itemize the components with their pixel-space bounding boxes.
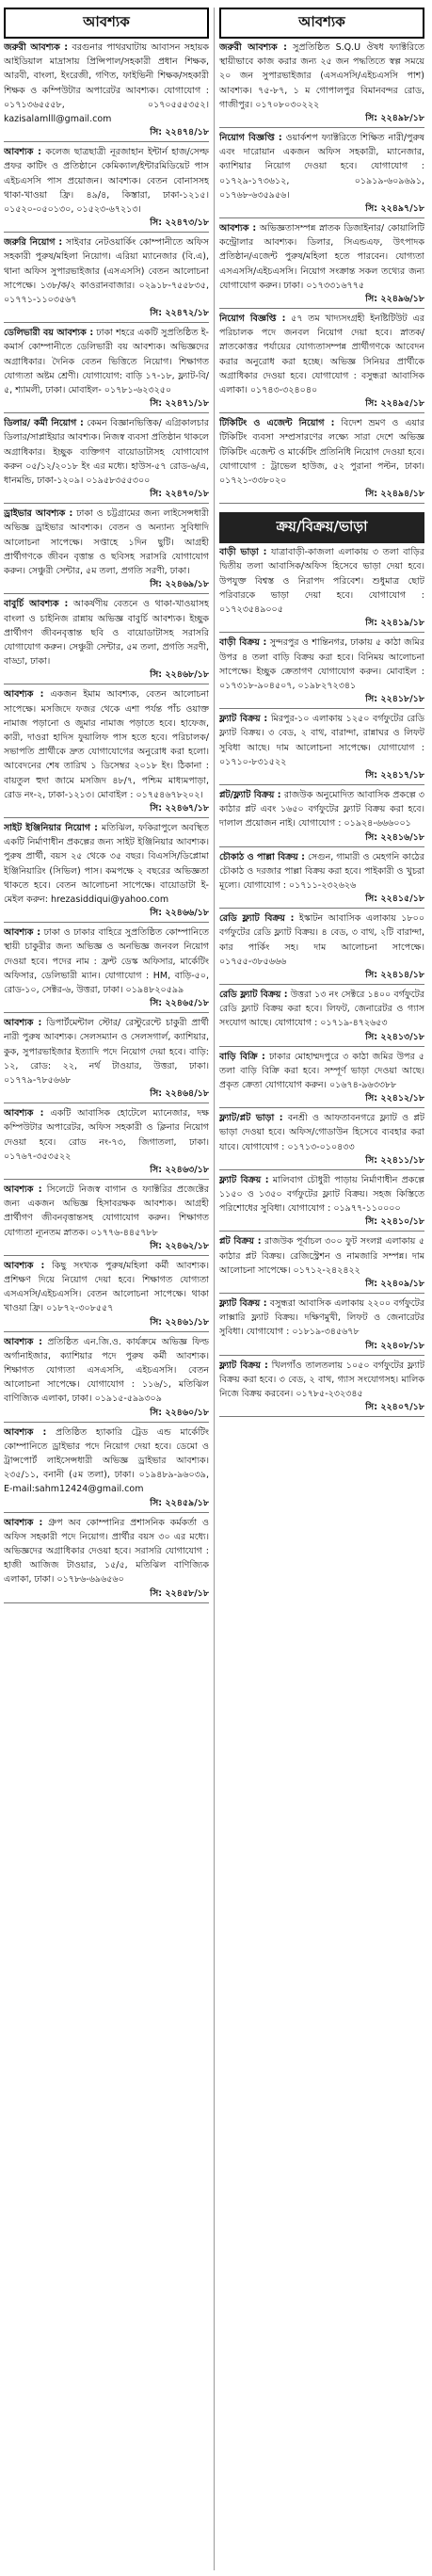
ad-body: মালিবাগ চৌধুরী পাড়ায় নির্মাণাধীন প্রকল্পে ১১৫০ ও ১৩৫০ বর্গফুটের ফ্ল্যাট বিক্রয়। সহজ কিস্তিতে পরিশোধের সুবিধা। যোগাযোগ : ০১৯৭৭-১১০০০০ [219, 1174, 424, 1215]
ad-heading: টিকিটিং ও এজেন্ট নিয়োগ : [219, 418, 335, 429]
ad-code: সি: ২২৪১১/১৮ [219, 1154, 424, 1170]
ad-heading: আবশ্যক : [4, 147, 41, 158]
right-column [219, 8, 424, 2570]
ad-heading: আবশ্যক : [4, 1336, 42, 1347]
ad-body: রাজউক অনুমোদিত আবাসিক প্রকল্পে ৩ কাঠার প্লট এবং ১৬৫০ বর্গফুটের ফ্ল্যাট বিক্রয় করা হবে। দালাল প্রয়োজন নাই। যোগাযোগ : ০১৯২৪-৬৬৬০০১ [219, 789, 424, 829]
ad-body: সেগুন, গামারী ও মেহগনি কাঠের চৌকাঠ ও দরজার পাল্লা বিক্রয় করা হবে। পাইকারী ও খুচরা মূল্যে। যোগাযোগ : ০১৭১১-২৩২৬২৬ [219, 851, 424, 891]
ad-body: ঢাকা শহরে একটি সুপ্রতিষ্ঠিত ই-কমার্স কোম্পানীতে ডেলিভারী বয় আবশ্যক। অভিজ্ঞদের অগ্রাধিকার। দৈনিক বেতন ভিত্তিতে নিয়োগ। শিক্ষাগত যোগ্যতা অষ্টম শ্রেণী। যোগাযোগ: বাড়ি ১৭-১৮, ফ্ল্যাট-বি/৫, শ্যামলী, ঢাকা। মোবাইল- ০১৭৮১-৬২৩২৫০ [4, 328, 209, 396]
section-gap [219, 505, 424, 512]
ad-code: সি: ২২৪৬৫/১৮ [4, 997, 209, 1013]
ad-code: সি: ২২৪৬৭/১৮ [4, 802, 209, 818]
ad-code: সি: ২২৪৬৮/১৮ [4, 668, 209, 684]
ad-heading: ফ্ল্যাট বিক্রয় : [219, 1174, 269, 1185]
section-header-buy-sell-rent: ক্রয়/বিক্রয়/ভাড়া [219, 512, 424, 543]
ad-code: সি: ২২৪০৮/১৮ [219, 1340, 424, 1356]
classified-ad [4, 1514, 209, 1604]
classified-ad [219, 129, 424, 219]
ad-code: সি: ২২৪১৭/১৮ [219, 769, 424, 785]
column-divider [214, 8, 215, 2570]
ad-heading: ফ্ল্যাট/প্লট ভাড়া : [219, 1113, 283, 1124]
ad-heading: আবশ্যক : [4, 1260, 45, 1271]
classified-ad [219, 543, 424, 634]
classified-ad [4, 143, 209, 233]
classified-ad [219, 414, 424, 505]
ad-body: গ্রুপ অব কোম্পানির প্রশাসনিক কর্মকর্তা ও অফিস সহকারী পদে নিয়োগ। প্রার্থীর বয়স ৩০ এর মধ্যে। অভিজ্ঞদের অগ্রাধিকার দেওয়া হবে। সরাসরি যোগাযোগ : হাজী আজিজ টাওয়ার, ১৫/৫, মতিঝিল বাণিজ্যিক এলাকা, ঢাকা। ০১৭৮৬-৬৯৬৫৬০ [4, 1517, 209, 1586]
classified-ad [4, 685, 209, 819]
ad-heading: নিয়োগ বিজ্ঞপ্তি : [219, 314, 286, 325]
ad-code: সি: ২২৪১৯/১৮ [219, 617, 424, 633]
ad-body: ঢাকা ও চট্টগ্রামের জন্য লাইসেন্সধারী অভিজ্ঞ ড্রাইভার আবশ্যক। বেতন ও অন্যান্য সুবিধাদি আলোচনা সাপেক্ষে। সপ্তাহে ১দিন ছুটি। আগ্রহী প্রার্থীগণকে জীবন বৃত্তান্ত ও ছবিসহ সরাসরি যোগাযোগ করুন। সেঞ্চুরী সেন্টার, ৫ম তলা, প্রগতি সরণী, ঢাকা। [4, 508, 209, 577]
classified-ad [219, 1109, 424, 1171]
classified-ad [219, 848, 424, 910]
ad-heading: ফ্ল্যাট বিক্রয় : [219, 1298, 267, 1309]
ad-code: সি: ২২৪৯৬/১৮ [219, 293, 424, 309]
ad-heading: আবশ্যক : [4, 1018, 42, 1029]
classified-ad [4, 1257, 209, 1333]
ad-heading: বাড়ী বিক্রয় : [219, 637, 267, 649]
ad-body: আকর্ষণীয় বেতনে ও থাকা-খাওয়াসহ বাংলা ও চাইনিজ রান্নায় অভিজ্ঞ বাবুর্চি আবশ্যক। ইচ্ছুক প্রার্থীগণ জীবনবৃত্তান্ত ছবি ও বায়োডাটাসহ সরাসরি যোগাযোগ করুন। সেঞ্চুরী সেন্টার, ৫ম তলা, প্রগতি সরণী, বাড্ডা, ঢাকা। [4, 599, 209, 668]
ad-heading: ডেলিভারী বয় আবশ্যক : [4, 328, 94, 339]
ad-body: ঢাকা ও ঢাকার বাহিরে সুপ্রতিষ্ঠিত কোম্পানিতে স্থায়ী চাকুরীর জন্য অভিজ্ঞ ও অনভিজ্ঞ জনবল নিয়োগ দেওয়া হবে। পদের নাম : ফ্রন্ট ডেস্ক অফিসার, মার্কেটিং অফিসার, ডেলিভারী ম্যান। যোগাযোগ : HM, বাড়ি-৫০, রোড-১০, সেক্টর-৬, উত্তরা, ঢাকা। ০১৯৪৮২০৫৯৯ [4, 927, 209, 995]
ad-code: সি: ২২৪১৬/১৮ [219, 831, 424, 847]
classified-ad [4, 505, 209, 595]
ad-heading: রেডি ফ্ল্যাট বিক্রয় : [219, 989, 288, 1000]
ad-body: মতিঝিল, ফকিরাপুলে অবস্থিত একটি নির্মাণাধীন প্রকল্পের জন্য সাইট ইঞ্জিনিয়ার আবশ্যক। পুরুষ প্রার্থী, বয়স ২৫ থেকে ৩৫ বছর। বিএসসি/ডিপ্লোমা ইঞ্জিনিয়ারিং (সিভিল) পাস। কমপক্ষে ২ বছরের অভিজ্ঞতা থাকতে হবে। বেতন আলোচনা সাপেক্ষে। বায়োডাটা ই-মেইল করুন: hrezasiddiqui@yahoo.com [4, 822, 209, 905]
ad-body: বরগুনার পাথরঘাটায় আবাসন সহায়ক আইডিয়াল মাদ্রাসায় প্রিন্সিপাল/সহকারী প্রধান শিক্ষক, আরবী, বাংলা, ইংরেজী, গণিত, ফাইভিনী শিক্ষক/সহকারী শিক্ষক ও কম্পিউটার অপারেটর আবশ্যক। যোগাযোগ : ০১৭১৩৬৫৫৫৮, ০১৭০৫৫৫৩৫২। kazisalamlll@gmail.com [4, 42, 209, 125]
classified-ad [4, 924, 209, 1014]
ad-body: ৫৭ তম খাদ্যসংগ্রহী ইনষ্টিটিউট এর পরিচালক পদে জনবল নিয়োগ দেয়া হবে। স্নাতক/স্নাতকোত্তর পর্যায়ের যোগ্যতাসম্পন্ন প্রার্থীগণকে আবেদন করার অনুরোধ করা হচ্ছে। অভিজ্ঞ সিনিয়র প্রার্থীকে অগ্রাধিকার দেওয়া হবে। যোগাযোগ : বসুন্ধরা আবাসিক এলাকা। ০১৭৪৩-৩২৪০৪০ [219, 314, 424, 396]
ad-code: সি: ২২৪৬২/১৮ [4, 1240, 209, 1256]
ad-heading: আবশ্যক : [4, 927, 41, 939]
ad-code: সি: ২২৪১৩/১৮ [219, 1031, 424, 1047]
ad-code: সি: ২২৪৭৩/১৮ [4, 217, 209, 233]
classified-ad [4, 233, 209, 324]
classified-ad [4, 324, 209, 414]
ad-body: একজন ইমাম আবশ্যক, বেতন আলোচনা সাপেক্ষে। মসজিদে ফজর থেকে এশা পর্যন্ত পাঁচ ওয়াক্ত নামাজ পড়ানো ও জুমার নামাজ পড়াতে হবে। হাফেজ, কারী, দাওরা হাদিস ফুয়ালিফ পাস হতে হবে। পরিচালক/সভাপতি প্রার্থীকে দ্রুত যোগাযোগের অনুরোধ করা হলো। আবেদনের শেষ তারিখ ১ ডিসেম্বর ২০১৮ ইং। ঠিকানা : বায়তুল হুদা জামে মসজিদ ৪৮/৭, পশ্চিম মাধ্যমপাড়া, রোড নং-২, ঢাকা-১২১৩। মোবাইল : ০১৭৫৪৬৭৮২০২। [4, 689, 209, 800]
classified-ad [4, 1424, 209, 1514]
classified-ad [4, 39, 209, 143]
ad-code: সি: ২২৪৬৯/১৮ [4, 578, 209, 594]
ad-code: সি: ২২৪১৪/১৮ [219, 969, 424, 985]
ad-heading: জরুরি নিয়োগ : [4, 237, 63, 249]
ad-code: সি: ২২৪৯৭/১৮ [219, 202, 424, 218]
ad-heading: চৌকাঠ ও পাল্লা বিক্রয় : [219, 851, 305, 862]
ad-heading: প্লট বিক্রয় : [219, 1236, 262, 1248]
ad-code: সি: ২২৪৬৩/১৮ [4, 1164, 209, 1180]
ad-body: ঢাকার মোহাম্মদপুরে ৩ কাঠা জমির উপর ৫ তলা বাড়ি বিক্রি করা হবে। সম্পূর্ণ ভাড়া দেওয়া আছে। প্রকৃত ক্রেতা যোগাযোগ করুন। ০১৬৭৪-৯৬৩৩৮৮ [219, 1051, 424, 1090]
ad-code: সি: ২২৪৫৯/১৮ [4, 1497, 209, 1513]
ad-code: সি: ২২৪৬১/১৮ [4, 1316, 209, 1332]
classified-ad [219, 634, 424, 710]
ad-code: সি: ২২৪০৭/১৮ [219, 1401, 424, 1417]
classified-ad [4, 1181, 209, 1257]
ad-body: ইস্কাটন আবাসিক এলাকায় ১৮০০ বর্গফুটের রেডি ফ্ল্যাট বিক্রয়। ৪ বেড, ৩ বাথ, ২টি বারান্দা, কার পার্কিং সহ। দাম আলোচনা সাপেক্ষে। ০১৭৫৫-৩৮৫৬৬৬ [219, 913, 424, 967]
ad-body: কিছু সংখ্যক পুরুষ/মহিলা কর্মী আবশ্যক। প্রশিক্ষণ দিয়ে নিয়োগ দেয়া হবে। শিক্ষাগত যোগ্যতা এসএসসি/এইচএসসি। বেতন আলোচনা সাপেক্ষে। থাকা খাওয়া ফ্রি। ০১৮৭২-৩০৮৫৫৭ [4, 1260, 209, 1314]
ad-code: সি: ২২৪৭২/১৮ [4, 307, 209, 323]
classified-ad [219, 986, 424, 1048]
ad-body: বিদেশ ভ্রমণ ও এয়ার টিকিটিং ব্যবসা সম্প্রসারণের লক্ষ্যে সারা দেশে অভিজ্ঞ টিকিটিং এজেন্ট ও মার্কেটিং প্রতিনিধি নিয়োগ দেওয়া হবে। যোগাযোগ : ট্রাভেল হাউজ, ৫২ পুরানা পল্টন, ঢাকা। ০১৭২১-৩৩৮০২০ [219, 418, 424, 487]
ad-code: সি: ২২৪৬৪/১৮ [4, 1087, 209, 1103]
ad-code: সি: ২২৪৫৮/১৮ [4, 1587, 209, 1603]
classified-ad [219, 39, 424, 129]
ad-heading: আবশ্যক : [4, 1517, 43, 1528]
ad-body: একটি আবাসিক হোটেলে ম্যানেজার, দক্ষ কম্পিউটার অপারেটর, অফিস সহকারী ও ক্লিনার নিয়োগ দেওয়া হবে। রোড নং-৭৩, জিগাতলা, ঢাকা। ০১৭৬৭-৩৫৩৫২২ [4, 1108, 209, 1162]
classified-ad [4, 1333, 209, 1424]
ad-body: কেমন বিজ্ঞানভিত্তিক/ এগ্রিকালচার ডিলার/সাপ্লাইয়ার আবশ্যক। নিজস্ব ব্যবসা প্রতিষ্ঠান থাকলে অগ্রাধিকার। ইচ্ছুক ব্যক্তিগণ বায়োডাটাসহ যোগাযোগ করুন ০৫/১২/২০১৮ ইং এর মধ্যে। হাউস-৫৭ রোড-৬/এ, ধানমন্ডি, ঢাকা-১২০৯। ০১৯৫৮৩৫৫৩০০ [4, 418, 209, 487]
ad-code: সি: ২২৪৯৪/১৮ [219, 488, 424, 504]
classified-ad [219, 1048, 424, 1110]
ad-code: সি: ২২৪৭১/১৮ [4, 397, 209, 413]
ad-code: সি: ২২৪৯৫/১৮ [219, 397, 424, 413]
ad-code: সি: ২২৪১০/১৮ [219, 1216, 424, 1232]
ad-body: ডিপার্টমেন্টাল স্টোর/ রেস্টুরেন্টে চাকুরী প্রার্থী নারী পুরুষ আবশ্যক। সেলসম্যান ও সেলসগার্ল, ক্যাশিয়ার, কুক, সুপারভাইজার ইত্যাদি পদে নিয়োগ দেয়া হবে। বাড়ি: ১২, রোড: ২২, নর্থ টাওয়ার, উত্তরা, ঢাকা। ০১৭৭৯-৭৮৫৬৬৮ [4, 1018, 209, 1086]
ad-code: সি: ২২৪৭০/১৮ [4, 488, 209, 504]
classified-ad [4, 1104, 209, 1181]
ad-code: সি: ২২৪৬০/১৮ [4, 1407, 209, 1423]
classified-ad [219, 1171, 424, 1233]
classified-ad [219, 710, 424, 786]
ad-heading: নিয়োগ বিজ্ঞপ্তি : [219, 133, 282, 144]
left-column [4, 8, 209, 2570]
ad-body: সুপ্রতিষ্ঠিত S.Q.U ঔষধ ফ্যাক্টরিতে স্থায়ীভাবে কাজ করার জন্য ২৫ জন পদ্ধতিতে স্বল্প সময়ে ২০ জন সুপারভাইজার (এসএসসি/এইচএসসি পাশ) আবশ্যক। ৭৫-৮৭, ১ ম গোপালপুর বিমানবন্দর রোড, গাজীপুর। ০১৭০৮০৩০২২২ [219, 42, 424, 110]
ad-heading: জরুরী আবশ্যক : [219, 42, 287, 53]
classified-ad [219, 1357, 424, 1419]
ad-body: অভিজ্ঞতাসম্পন্ন স্নাতক ডিজাইনার/ কোয়ালিটি কন্ট্রোলার আবশ্যক। ডিলার, সিএন্ডএফ, উৎপাদক প্রতিষ্ঠান/এজেন্ট পুরুষ/মহিলা হতে পারবেন। যোগ্যতা এসএসসি/এইচএসসি। নিয়োগ সংক্রান্ত সকল তথ্যের জন্য যোগাযোগ করুন। ঢাকা। ০১৭৩৩১৬৭৭৫ [219, 223, 424, 291]
classified-ad [4, 819, 209, 924]
ad-list-wanted [4, 39, 209, 1604]
ad-heading: বাড়ি বিক্রি : [219, 1051, 265, 1062]
section-header-wanted: আবশ্যক [4, 8, 209, 39]
classified-ad [219, 310, 424, 414]
ad-code: সি: ২২৪৯৮/১৮ [219, 112, 424, 128]
ad-body: বনশ্রী ও আফতাবনগরে ফ্ল্যাট ও প্লট ভাড়া দেওয়া হবে। অফিস/গোডাউন হিসেবে ব্যবহার করা যাবে। যোগাযোগ : ০১৭১৩-০১০৪৩৩ [219, 1113, 424, 1152]
ad-body: রাজউক পূর্বাচল ৩০০ ফুট সংলগ্ন এলাকায় ৫ কাঠার প্লট বিক্রয়। রেজিস্ট্রেশন ও নামজারি সম্পন্ন। দাম আলোচনা সাপেক্ষে। ০১৭১২-২৪২৪২২ [219, 1236, 424, 1276]
ad-code: সি: ২২৪০৯/১৮ [219, 1278, 424, 1294]
ad-heading: বাড়ী ভাড়া : [219, 547, 267, 558]
ad-list-buy-sell-rent [219, 543, 424, 1418]
ad-heading: সাইট ইঞ্জিনিয়ার নিয়োগ : [4, 822, 98, 833]
ad-heading: ড্রাইভার আবশ্যক : [4, 508, 73, 520]
ad-code: সি: ২২৪১৫/১৮ [219, 893, 424, 909]
classified-ad [4, 1014, 209, 1104]
section-header-wanted-2: আবশ্যক [219, 8, 424, 39]
ad-heading: ফ্ল্যাট বিক্রয় : [219, 714, 268, 725]
classified-ad [4, 595, 209, 685]
ad-body: কলেজ ছাত্রছাত্রী নূরজাহান ইন্টার্ন হাজ/সেল্ফ প্ৰফর কাটিং ও প্ৰতিষ্ঠানে কেমিক্যাল/ইন্টারমিডিয়েট পাস এইচএসসি পাস প্ৰয়োজন। আবশ্যক। বেতন বোনাসসহ থাকা-খাওয়া ফ্রি। ৪৯/৪, কিস্তারা, ঢাকা-১২১৫। ০১৫২০-০৫০১৩০, ০১৫২৩-৬৭২১৩। [4, 147, 209, 216]
ad-heading: আবশ্যক : [4, 1426, 47, 1438]
ad-heading: বাবুর্চি আবশ্যক : [4, 599, 69, 610]
ad-body: প্রতিষ্ঠিত হ্যাকারি ট্রেড এন্ড মার্কেটিং কোম্পানিতে ড্রাইভার পদে নিয়োগ দেয়া হবে। ডেমো ও ট্রান্সপোর্ট লাইসেন্সধারী অভিজ্ঞ ড্রাইভার আবশ্যক। ২৩৫/১১, বনানী (৫ম তলা), ঢাকা। ০১৯৪৮৯-৯৬০৩৯, E-mail:sahm12424@gmail.com [4, 1426, 209, 1495]
ad-heading: আবশ্যক : [4, 1108, 44, 1119]
ad-heading: ফ্ল্যাট বিক্রয় : [219, 1360, 268, 1371]
ad-heading: ডিলার/ কর্মী নিয়োগ : [4, 418, 84, 429]
ad-body: খিলগাঁও তালতলায় ১০৫০ বর্গফুটের ফ্ল্যাট বিক্রয় করা হবে। ৩ বেড, ২ বাথ, গ্যাস সংযোগসহ। মালিক নিজে বিক্রয় করবেন। ০১৭৮৫-২৩২৩৪৫ [219, 1360, 424, 1400]
ad-body: যাত্রাবাড়ী-কাজলা এলাকায় ৩ তলা বাড়ির দ্বিতীয় তলা আবাসিক/অফিস হিসেবে ভাড়া দেয়া হবে। উপযুক্ত বিশ্বস্ত ও নিরাপদ পরিবেশ। শুধুমাত্র ছোট পরিবারকে ভাড়া দেয়া হবে। যোগাযোগ : ০১৭২৩৫৪৯০০৫ [219, 547, 424, 616]
ad-heading: রেডি ফ্ল্যাট বিক্রয় : [219, 913, 295, 925]
classified-ad [219, 219, 424, 310]
ad-body: সাইবার নেটওয়ার্কিং কোম্পানীতে অফিস সহকারী পুরুষ/মহিলা নিয়োগ। এরিয়া ম্যানেজার (বি.এ), থানা অফিস সুপারভাইজার (এসএসসি) বেতন আলোচনা সাপেক্ষে। ১৩৮/ক/২ কাওরানবাজার। ০২৯১৮-৭৫৫৮৩৫, ০১৭৭১-১১০৩৫৬৭ [4, 237, 209, 306]
classified-ad [219, 786, 424, 848]
ad-code: সি: ২২৪৭৪/১৮ [4, 126, 209, 142]
classified-ad [219, 910, 424, 986]
ad-body: সিলেটে নিজস্ব বাগান ও ফ্যাক্টরির প্রজেক্টের জন্য একজন অভিজ্ঞ হিসাবরক্ষক আবশ্যক। আগ্রহী প্রার্থীগণ জীবনবৃত্তান্তসহ যোগাযোগ করুন। শিক্ষাগত যোগ্যতা ন্যূনতম স্নাতক। ০১৭৭৬-৪৪৫৭৮৮ [4, 1184, 209, 1238]
ad-heading: প্লট/ফ্ল্যাট বিক্রয় : [219, 789, 281, 800]
ad-heading: আবশ্যক : [4, 1184, 42, 1195]
ad-body: সুন্দরপুর ও শান্তিনগর, ঢাকায় ৫ কাঠা জমির উপর ৪ তলা বাড়ি বিক্রয় করা হবে। বিনিময় আলোচনা সাপেক্ষে। ইচ্ছুক ক্রেতাগণ যোগাযোগ করুন। মোবাইল : ০১৭৩১৮-৯০৪৫০৭, ০১৯৮২৭২৩৪১ [219, 637, 424, 691]
ad-body: উত্তরা ১৩ নং সেক্টরে ১৪০০ বর্গফুটের রেডি ফ্ল্যাট বিক্রয় করা হবে। লিফট, জেনারেটর ও গ্যাস সংযোগ আছে। যোগাযোগ : ০১৭১৯-৪৭২৬৫৩ [219, 989, 424, 1029]
ad-body: প্রতিষ্ঠিত এন.জি.ও. কার্যক্রমে অভিজ্ঞ ফিল্ড অর্গানাইজার, ক্যাশিয়ার পদে পুরুষ কর্মী আবশ্যক। শিক্ষাগত যোগ্যতা এসএসসি, এইচএসসি। বেতন আলোচনা সাপেক্ষে। যোগাযোগ : ১১৬/১, মতিঝিল বাণিজ্যিক এলাকা, ঢাকা। ০১৯১৫-৫৯৯৩০৯ [4, 1336, 209, 1405]
ad-code: সি: ২২৪৬৬/১৮ [4, 907, 209, 923]
ad-body: ওয়ার্কশপ ফ্যাক্টরিতে শিক্ষিত নারী/পুরুষ এবং দারোয়ান একজন অফিস সহকারী, ম্যানেজার, ক্যাশিয়ার নিয়োগ দেওয়া হবে। যোগাযোগ : ০১৭২৯-১৭৩৬১২, ০১৯১৯-৬০৯৬৯১, ০১৭৬৮-৬৩৫৯৫৬। [219, 133, 424, 201]
ad-body: মিরপুর-১০ এলাকায় ১২৫০ বর্গফুটের রেডি ফ্ল্যাট বিক্রয়। ৩ বেড, ২ বাথ, বারান্দা, রান্নাঘর ও লিফট সুবিধা আছে। দাম আলোচনা সাপেক্ষে। যোগাযোগ : ০১৭১০-৮৩১৫২২ [219, 714, 424, 767]
ad-code: সি: ২২৪১২/১৮ [219, 1092, 424, 1108]
ad-code: সি: ২২৪১৮/১৮ [219, 693, 424, 709]
classified-ad [219, 1232, 424, 1295]
ad-list-wanted-2 [219, 39, 424, 505]
ad-heading: আবশ্যক : [4, 689, 44, 700]
ad-heading: জরুরী আবশ্যক : [4, 42, 69, 53]
classified-ad [219, 1295, 424, 1357]
ad-body: বসুন্ধরা আবাসিক এলাকায় ২২০০ বর্গফুটের লাক্সারি ফ্ল্যাট বিক্রয়। দক্ষিণমুখী, লিফট ও জেনারেটর সুবিধা। যোগাযোগ : ০১৮১৯-৩৪৫৬৭৮ [219, 1298, 424, 1338]
classified-ad [4, 414, 209, 505]
ad-heading: আবশ্যক : [219, 223, 257, 234]
